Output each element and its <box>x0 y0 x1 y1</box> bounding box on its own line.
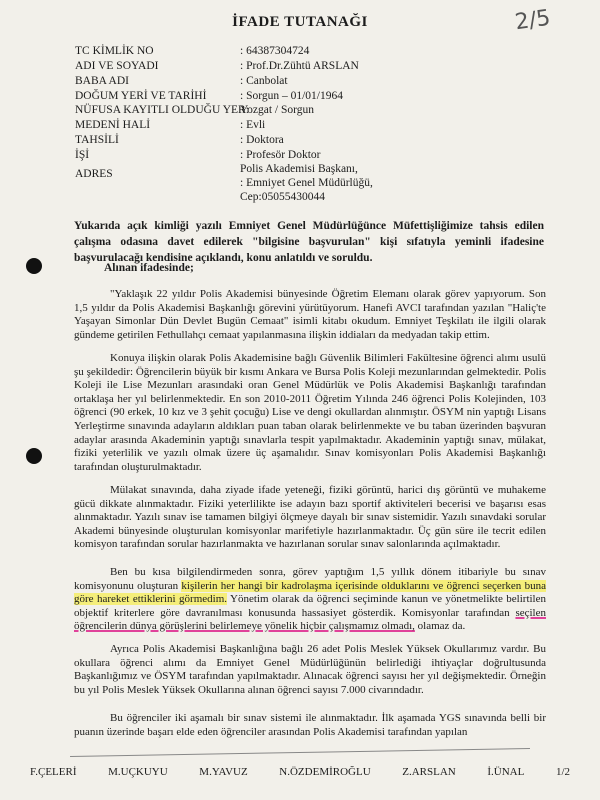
field-value-address: : Emniyet Genel Müdürlüğü, <box>240 177 373 189</box>
signature-name: M.YAVUZ <box>199 766 248 778</box>
signature-name: F.ÇELERİ <box>30 766 77 778</box>
page-number: 1/2 <box>555 766 570 778</box>
field-value-birth: : Sorgun – 01/01/1964 <box>240 90 343 102</box>
statement-paragraph-5: Ayrıca Polis Akademisi Başkanlığına bağlı 26 adet Polis Meslek Yüksek Okullarımız vardır. Bu okullara öğrenci alımı da Emniyet Genel Müdürlüğünün belirlediği ihtiyaçlar doğrultusunda Başkanlığımız ve ÖSYM tarafından yapılmaktadır. Alınacak öğrenci sayısı her yıl değişmektedir. Örneğin bu yıl Polis Meslek Yüksek Okullarına alınan öğrenci sayısı 7.000 civarındadır. <box>74 643 546 696</box>
field-value-phone: Cep:05055430044 <box>240 191 325 203</box>
intro-paragraph: Yukarıda açık kimliği yazılı Emniyet Genel Müdürlüğünce Müfettişliğimize tahsis edilen çalışma odasına davet edilerek "bilgisine başvurulan" kişi sıfatıyla yeminli ifadesine başvurulacağı kendisine açıklandı, konu anlatıldı ve soruldu. <box>74 220 544 264</box>
field-label-job: İŞİ <box>75 149 90 161</box>
field-label-education: TAHSİLİ <box>75 134 119 146</box>
field-label-marital: MEDENİ HALİ <box>75 119 151 131</box>
signature-row <box>30 766 570 778</box>
field-value-name: : Prof.Dr.Zühtü ARSLAN <box>240 60 359 72</box>
field-label-birth: DOĞUM YERİ VE TARİHİ <box>75 90 207 102</box>
underlined-text: seçilen öğrencilerin dünya görüşlerini belirlemeye yönelik hiçbir çalışmamız olmadı, <box>74 606 546 633</box>
field-value-education: : Doktora <box>240 134 284 146</box>
field-value-father: : Canbolat <box>240 75 288 87</box>
field-value-job: : Profesör Doktor <box>240 149 321 161</box>
field-value-marital: : Evli <box>240 119 266 131</box>
signature-scribbles <box>70 748 530 757</box>
field-label-registry: NÜFUSA KAYITLI OLDUĞU YER: <box>75 104 249 116</box>
field-label-address: ADRES <box>75 168 113 180</box>
statement-heading: Alınan ifadesinde; <box>104 262 194 274</box>
p4-text-3: olamaz da. <box>414 620 466 633</box>
field-value-registry: Yozgat / Sorgun <box>240 104 315 116</box>
field-value-job-2: Polis Akademisi Başkanı, <box>240 163 358 175</box>
punch-hole-top <box>26 258 42 274</box>
p4-text-1: Ben bu kısa bilgilendirmeden sonra, görev yaptığım 1,5 yıllık dönem itibariyle bu sınav komisyonunu oluşturan <box>74 566 546 592</box>
p4-text-2: Yönetim olarak da öğrenci seçiminde kanun ve yönetmelikte belirtilen objektif kriterlere göre davranılması konusunda hassasiyet gösterdik. Komisyonlar tarafından <box>74 593 547 619</box>
signature-name: Z.ARSLAN <box>402 766 456 778</box>
handwritten-page-mark: 2/5 <box>513 5 552 36</box>
document-title: İFADE TUTANAĞI <box>232 14 368 30</box>
signature-name: M.UÇKUYU <box>108 766 168 778</box>
punch-hole-bottom <box>26 448 42 464</box>
statement-paragraph-6: Bu öğrenciler iki aşamalı bir sınav sistemi ile alınmaktadır. İlk aşamada YGS sınavında belli bir puanın üzerinde başarı elde eden öğrenciler arasından Polis Akademisi tarafından yapılan <box>74 712 546 738</box>
statement-paragraph-3: Mülakat sınavında, daha ziyade ifade yeteneği, fiziki görüntü, harici dış görüntü ve muhakeme gücü dikkate alınmaktadır. Fiziki yeterlilikte ise adayın bazı sportif aktiviteleri becerisi ve başarısı esas alınmaktadır. Yazılı sınav ise tamamen bilgiyi ölçmeye dayalı bir sınav sistemidir. Yazılı sınavdaki sorular Akademi bünyesinde oluşturulan komisyonlar marifetiyle hazırlanmaktadır. Üç gün süre ile tecrit edilen komisyon tarafından sorular hazırlanmakta ve hazırlanan sorular sınav salonlarında açılmaktadır. <box>74 484 546 551</box>
signature-name: İ.ÜNAL <box>487 766 525 778</box>
field-label-name: ADI VE SOYADI <box>75 60 159 72</box>
field-label-father: BABA ADI <box>75 75 129 87</box>
statement-paragraph-4 <box>74 566 546 634</box>
statement-paragraph-2: Konuya ilişkin olarak Polis Akademisine bağlı Güvenlik Bilimleri Fakültesine öğrenci alımı usulü şu şekildedir: Öğrencilerin büyük bir kısmı Ankara ve Bursa Polis Koleji mezunlarından gelmektedir. Polis Koleji ile Lise Mezunları arasındaki oran Genel Müdürlük ve Polis Akademisi Başkanlığı tarafından ortaklaşa her yıl belirlenmektedir. En son 2010-2011 Öğretim Yılında 246 öğrenci Polis Kolejinden, 103 öğrenci (90 erkek, 10 kız ve 3 şehit çocuğu) Lise ve dengi okullardan alınmıştır. ÖSYM nin yaptığı Lisans Yerleştirme sınavında adayların aldıkları puan taban olarak belirlenmekte ve bu taban üzerinden başvuran adaylar arasında Akademinin yaptığı sınavlarla tespit yapılmaktadır. Akademinin yaptığı sınav, mülakat, fiziki yeterlilik ve yazılı olmak üzere üç aşamalıdır. Sınav komisyonları Polis Akademisi Başkanlığı tarafından oluşturulmaktadır. <box>74 352 546 473</box>
field-value-tc: : 64387304724 <box>240 45 310 57</box>
statement-paragraph-1: "Yaklaşık 22 yıldır Polis Akademisi bünyesinde Öğretim Elemanı olarak görev yapıyorum. Son 1,5 yıldır da Polis Akademisi Başkanlığı görevini yürütüyorum. Hanefi AVCI tarafından yazılan "Haliç'te Yaşayan Simonlar Dün Devlet Bugün Cemaat" isimli kitabı okudum. Emniyet Teşkilatı ile ilgili olarak gündeme getirilen Fethullahçı cemaat yapılanmasına ilişkin iddiaları da medyadan takip ettim. <box>74 288 546 341</box>
signature-name: N.ÖZDEMİROĞLU <box>279 766 371 778</box>
highlighted-text: kişilerin her hangi bir kadrolaşma içerisinde olduklarını ve öğrenci seçerken buna göre hareket ettiklerini görmedim. <box>74 579 546 606</box>
field-label-tc: TC KİMLİK NO <box>75 45 154 57</box>
